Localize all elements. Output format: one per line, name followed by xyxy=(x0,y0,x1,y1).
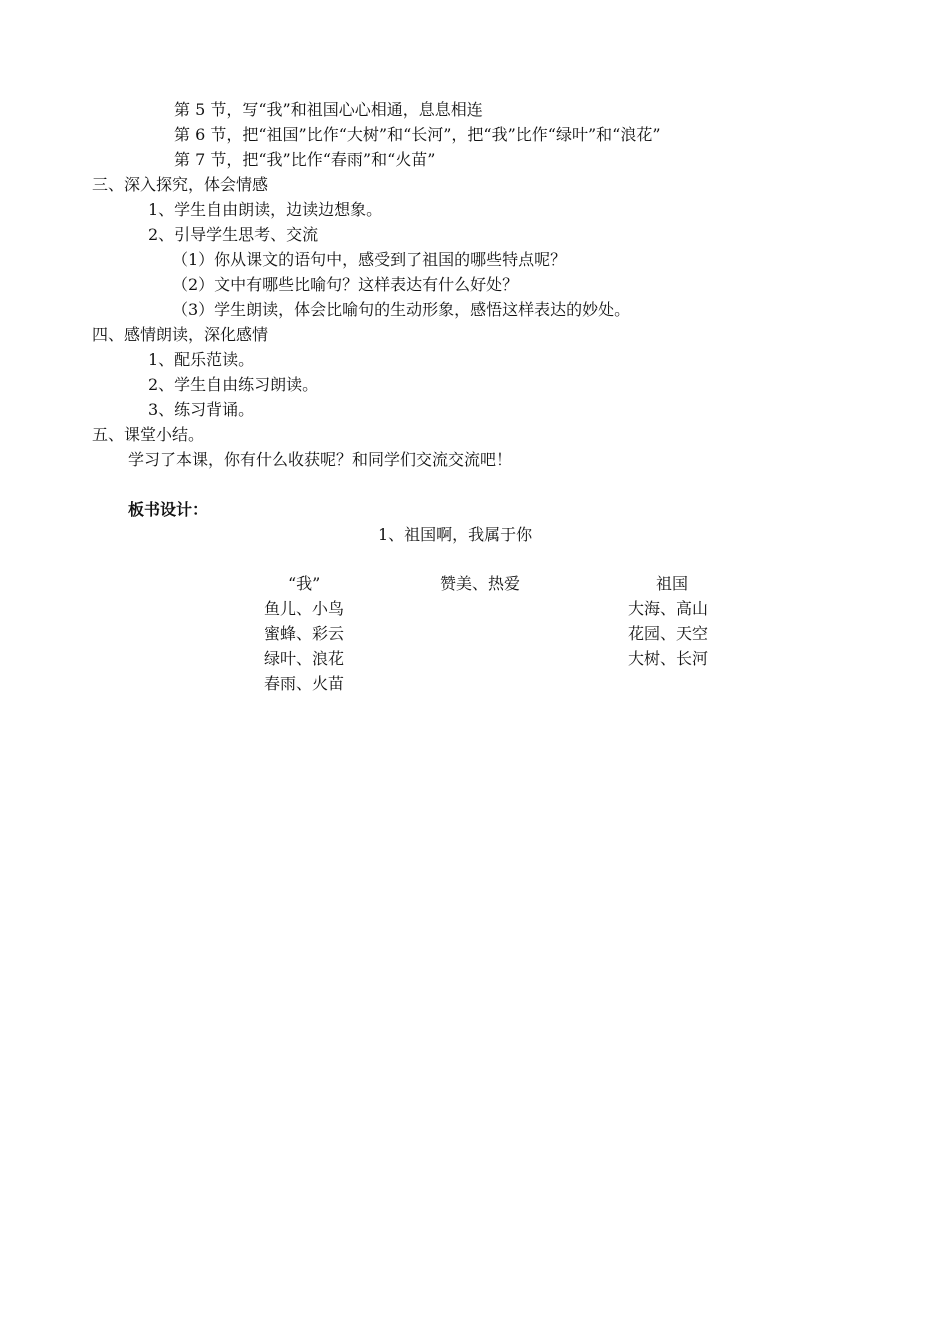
board-country-item: 大海、高山 xyxy=(628,599,709,618)
section-7-line: 第 7 节，把“我”比作“春雨”和“火苗” xyxy=(174,150,436,169)
board-column-middle: 赞美、热爱 xyxy=(440,574,521,593)
question-2: （2）文中有哪些比喻句？这样表达有什么好处？ xyxy=(172,275,519,294)
board-country-item: 花园、天空 xyxy=(628,624,709,643)
board-title: 1、祖国啊，我属于你 xyxy=(378,525,533,544)
question-3: （3）学生朗读，体会比喻句的生动形象，感悟这样表达的妙处。 xyxy=(172,300,631,319)
board-me-item: 春雨、火苗 xyxy=(264,674,345,693)
part-3-heading: 三、深入探究，体会情感 xyxy=(92,175,269,194)
board-country-item: 大树、长河 xyxy=(628,649,709,668)
section-6-line: 第 6 节，把“祖国”比作“大树”和“长河”，把“我”比作“绿叶”和“浪花” xyxy=(174,125,661,144)
board-me-item: 鱼儿、小鸟 xyxy=(264,599,345,618)
part-5-heading: 五、课堂小结。 xyxy=(92,425,205,444)
board-column-country: 祖国 xyxy=(656,574,689,593)
part-3-step-1: 1、学生自由朗读，边读边想象。 xyxy=(148,200,383,219)
part-4-step-3: 3、练习背诵。 xyxy=(148,400,255,419)
part-4-step-2: 2、学生自由练习朗读。 xyxy=(148,375,319,394)
summary-text: 学习了本课，你有什么收获呢？和同学们交流交流吧！ xyxy=(128,450,513,469)
part-4-step-1: 1、配乐范读。 xyxy=(148,350,255,369)
board-me-item: 绿叶、浪花 xyxy=(264,649,345,668)
question-1: （1）你从课文的语句中，感受到了祖国的哪些特点呢？ xyxy=(172,250,567,269)
board-column-me: “我” xyxy=(288,574,321,593)
board-me-item: 蜜蜂、彩云 xyxy=(264,624,345,643)
section-5-line: 第 5 节，写“我”和祖国心心相通，息息相连 xyxy=(174,100,483,119)
board-design-heading: 板书设计： xyxy=(128,500,209,519)
part-3-step-2: 2、引导学生思考、交流 xyxy=(148,225,319,244)
part-4-heading: 四、感情朗读，深化感情 xyxy=(92,325,269,344)
